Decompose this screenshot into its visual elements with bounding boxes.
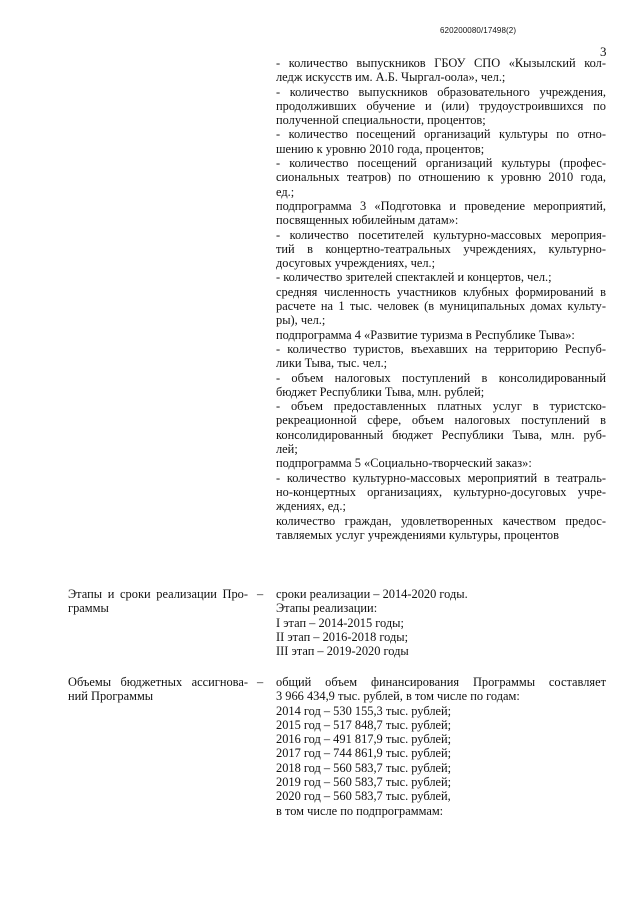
text-line: посвященных юбилейным датам»:	[276, 213, 459, 228]
text-line: 2020 год – 560 583,7 тыс. рублей,	[276, 789, 451, 804]
text-line: III этап – 2019-2020 годы	[276, 644, 409, 659]
text-line: но-концертных организациях, культурно-досуговых учре-	[276, 484, 606, 499]
text-line: сроки реализации – 2014-2020 годы.	[276, 587, 468, 601]
text-line: досуговых учреждениях, чел.;	[276, 256, 436, 271]
stages-text	[276, 587, 606, 658]
text-line: - количество туристов, въехавших на территорию Респуб-	[276, 341, 606, 356]
document-number: 620200080/17498(2)	[440, 26, 517, 35]
label-line: ний Программы	[68, 689, 154, 704]
stages-dash: –	[257, 587, 264, 601]
subprogram-heading: подпрограмма 3 «Подготовка и проведение мероприятий,	[276, 198, 606, 213]
text-line: количество граждан, удовлетворенных качеством предос-	[276, 513, 606, 528]
text-line: лики Тыва, тыс. чел.;	[276, 356, 388, 371]
text-line: - количество выпускников образовательного учреждения,	[276, 84, 606, 99]
label-line: Объемы бюджетных ассигнова-	[68, 675, 248, 689]
text-line: 2014 год – 530 155,3 тыс. рублей;	[276, 703, 452, 718]
text-line: тавляемых услуг учреждениями культуры, процентов	[276, 527, 559, 542]
text-line: шению к уровню 2010 года, процентов;	[276, 141, 485, 156]
text-line: 3 966 434,9 тыс. рублей, в том числе по годам:	[276, 689, 520, 704]
subprogram-heading: подпрограмма 4 «Развитие туризма в Республике Тыва»:	[276, 327, 575, 342]
text-line: тий в концертно-театральных учреждениях, культурно-	[276, 241, 606, 256]
text-line: - количество культурно-массовых мероприятий в театраль-	[276, 470, 606, 485]
text-line: средняя численность участников клубных формирований в	[276, 284, 606, 299]
stages-label	[68, 587, 248, 616]
text-line: I этап – 2014-2015 годы;	[276, 615, 404, 630]
text-line: продолживших обучение и (или) трудоустроившихся по	[276, 98, 606, 113]
text-line: 2019 год – 560 583,7 тыс. рублей;	[276, 775, 452, 790]
text-line: 2017 год – 744 861,9 тыс. рублей;	[276, 746, 452, 761]
label-line: граммы	[68, 601, 109, 616]
text-line: полученной специальности, процентов;	[276, 113, 486, 128]
text-line: лей;	[276, 442, 298, 457]
budget-dash: –	[257, 675, 264, 689]
text-line: расчете на 1 тыс. человек (в муниципальных домах культу-	[276, 299, 606, 314]
text-line: - объем налоговых поступлений в консолидированный	[276, 370, 606, 385]
text-line: Этапы реализации:	[276, 601, 378, 616]
text-line: ры), чел.;	[276, 313, 326, 328]
text-line: бюджет Республики Тыва, млн. рублей;	[276, 384, 485, 399]
text-line: общий объем финансирования Программы составляет	[276, 675, 606, 689]
text-line: - количество посетителей культурно-массовых мероприя-	[276, 227, 606, 242]
text-line: 2016 год – 491 817,9 тыс. рублей;	[276, 732, 452, 747]
text-line: ждениях, ед.;	[276, 499, 346, 514]
text-line: - объем предоставленных платных услуг в туристско-	[276, 399, 606, 414]
label-line: Этапы и сроки реализации Про-	[68, 587, 248, 601]
subprogram-heading: подпрограмма 5 «Социально-творческий заказ»:	[276, 456, 532, 471]
text-line: рекреационной сфере, объем налоговых поступлений в	[276, 413, 606, 428]
indicators-text	[276, 56, 606, 542]
text-line: - количество зрителей спектаклей и концертов, чел.;	[276, 270, 552, 285]
text-line: сиональных театров) по отношению к уровню 2010 года,	[276, 170, 606, 185]
text-line: - количество посещений организаций культуры по отно-	[276, 127, 606, 142]
text-line: ледж искусств им. А.Б. Чыргал-оола», чел.;	[276, 70, 506, 85]
budget-text	[276, 675, 606, 818]
text-line: консолидированный бюджет Республики Тыва, млн. руб-	[276, 427, 606, 442]
text-line: 2018 год – 560 583,7 тыс. рублей;	[276, 760, 452, 775]
text-line: ед.;	[276, 184, 295, 199]
text-line: - количество выпускников ГБОУ СПО «Кызылский кол-	[276, 56, 606, 70]
page-number: 3	[600, 44, 607, 59]
budget-label	[68, 675, 248, 704]
text-line: в том числе по подпрограммам:	[276, 803, 444, 818]
text-line: 2015 год – 517 848,7 тыс. рублей;	[276, 717, 452, 732]
text-line: - количество посещений организаций культуры (профес-	[276, 156, 606, 171]
text-line: II этап – 2016-2018 годы;	[276, 629, 409, 644]
